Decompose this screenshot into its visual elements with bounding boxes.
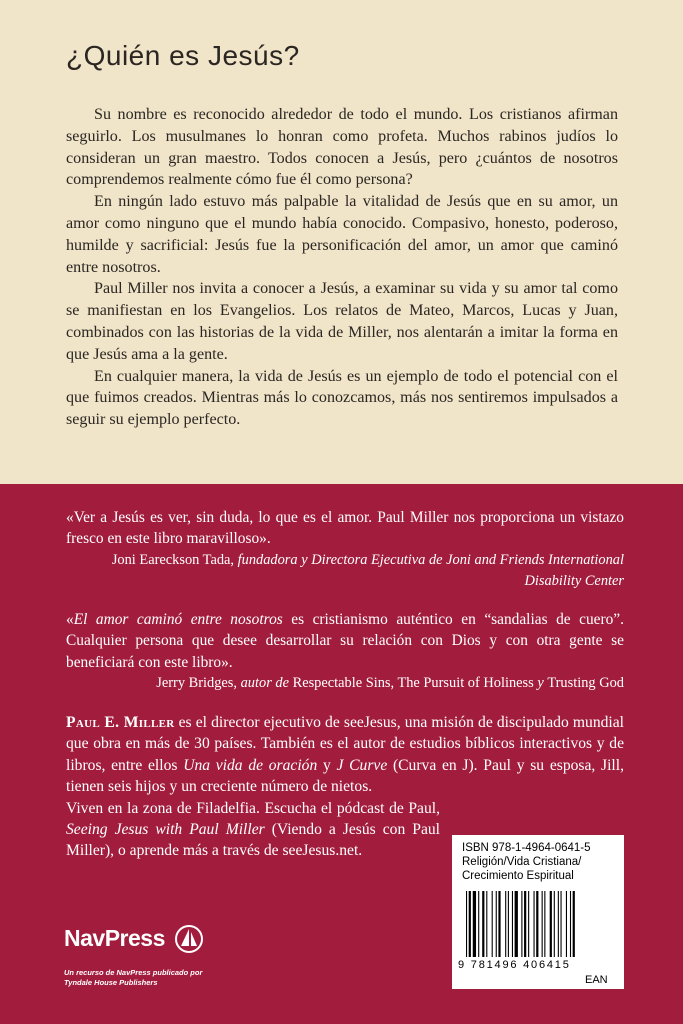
sail-logo-icon <box>174 924 204 954</box>
publisher-tagline: Un recurso de NavPress publicado por Tyndale House Publishers <box>64 968 203 987</box>
publisher-name: NavPress <box>64 925 165 951</box>
endorsement-panel <box>0 484 683 1024</box>
isbn-subcategory: Crecimiento Espiritual <box>462 870 574 882</box>
isbn-category: Religión/Vida Cristiana/ <box>462 856 582 868</box>
bio-book-2: J Curve <box>336 756 388 774</box>
bio-paragraph-2: Viven en la zona de Filadelfia. Escucha el pódcast de Paul, Seeing Jesus with Paul Miller (Viendo a Jesús con Paul Miller), o aprende más a través de seeJesus.net. <box>66 799 440 860</box>
quote-book-title: El amor caminó entre nosotros <box>73 611 283 628</box>
barcode-icon <box>466 891 614 957</box>
endorsement-attribution <box>66 673 624 694</box>
endorsement-author: Jerry Bridges, <box>156 675 237 692</box>
description-paragraph: En cualquier manera, la vida de Jesús es un ejemplo de todo el potencial con el que fuimos creados. Mientras más lo conozcamos, más nos sentiremos impulsados a seguir su ejemplo perfecto. <box>66 367 618 429</box>
endorsement-last-work: Trusting God <box>547 675 624 692</box>
endorsement-author: Joni Eareckson Tada, <box>111 551 235 568</box>
description-panel <box>0 0 683 484</box>
endorsement-quote: «Ver a Jesús es ver, sin duda, lo que es el amor. Paul Miller nos proporciona un vistazo fresco en este libro maravilloso». <box>66 509 624 548</box>
description-paragraph: En ningún lado estuvo más palpable la vitalidad de Jesús que en su amor, un amor como ninguno que el mundo había conocido. Compasivo, honesto, poderoso, humilde y sacrificial: Jesús fue la personificación del amor, un amor que caminó entre nosotros. <box>66 193 618 276</box>
description-paragraph: Paul Miller nos invita a conocer a Jesús, a examinar su vida y su amor tal como se manifiestan en los Evangelios. Los relatos de Mateo, Marcos, Lucas y Juan, combinados con las historias de la vida de Miller, nos alentarán a imitar la forma en que Jesús ama a la gente. <box>66 280 618 363</box>
endorsement-works: Respectable Sins, The Pursuit of Holiness <box>292 675 534 692</box>
isbn-box <box>452 835 624 989</box>
endorsement-2 <box>66 609 624 694</box>
bio-paragraph-1: Paul E. Miller es el director ejecutivo de seeJesus, una misión de discipulado mundial que obra en más de 30 países. También es el autor de estudios bíblicos interactivos y de libros, entre ellos Una vida de oración y J Curve (Curva en J). Paul y su esposa, Jill, tienen seis hijos y un creciente número de nietos. <box>66 714 625 796</box>
quote-open: « <box>66 611 74 628</box>
endorsement-role: fundadora y Directora Ejecutiva de Joni and Friends International Disability Center <box>237 551 624 589</box>
endorsement-conj: y <box>537 675 544 692</box>
page-title: ¿Quién es Jesús? <box>66 40 300 71</box>
description-paragraph: Su nombre es reconocido alrededor de todo el mundo. Los cristianos afirman seguirlo. Los musulmanes lo honran como profeta. Muchos rabinos judíos lo consideran un gran maestro. Todos conocen a Jesús, pero ¿cuántos de nosotros comprendemos realmente cómo fue él como persona? <box>66 106 618 189</box>
quote-rest: es cristianismo auténtico en “sandalias de cuero”. Cualquier persona que desee desarrollar su relación con Dios y con otra gente se beneficiará con este libro». <box>66 611 624 671</box>
description-text <box>66 104 618 431</box>
navpress-logo <box>64 924 224 958</box>
barcode-digits: 9 781496 406415 <box>458 959 571 971</box>
isbn-number: ISBN 978-1-4964-0641-5 <box>462 842 591 854</box>
isbn-text <box>462 841 591 883</box>
endorsement-1 <box>66 507 624 592</box>
author-name: Paul E. Miller <box>66 714 175 731</box>
endorsement-role: autor de <box>240 675 289 692</box>
bio-book-1: Una vida de oración <box>183 756 318 774</box>
endorsement-attribution <box>66 550 624 592</box>
bio-podcast: Seeing Jesus with Paul Miller <box>66 821 265 839</box>
ean-label: EAN <box>585 974 608 986</box>
endorsement-quote <box>66 609 624 673</box>
